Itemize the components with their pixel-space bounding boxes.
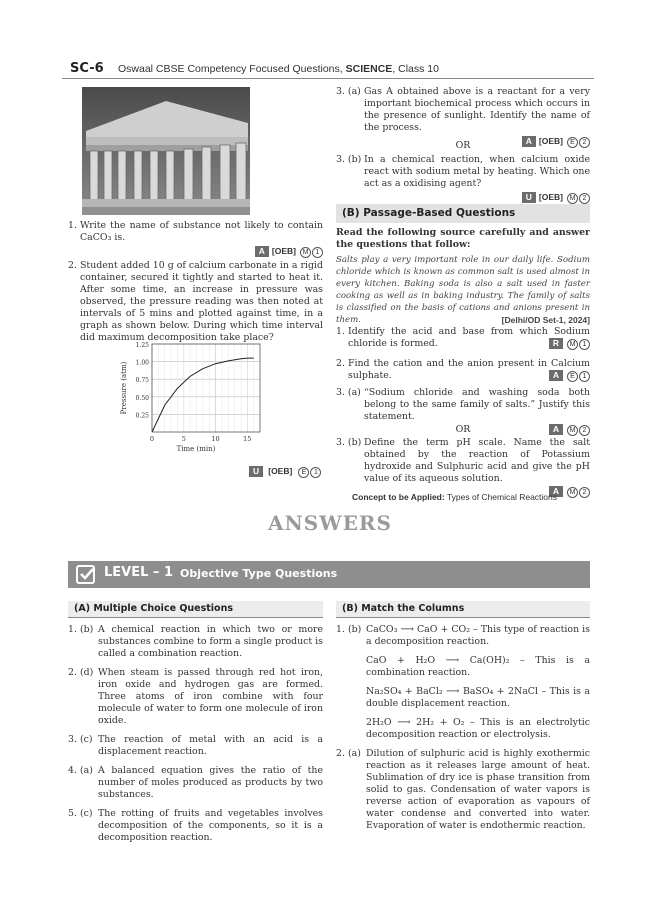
- passage-intro: Read the following source carefully and answer the questions that follow:: [336, 227, 590, 250]
- pressure-time-chart: [118, 338, 266, 458]
- answer-number: 4.: [68, 765, 77, 776]
- answers-heading: ANSWERS: [267, 511, 392, 535]
- answer-number: 2.: [68, 667, 77, 678]
- answer-option: (c): [80, 808, 93, 819]
- difficulty-icon: E: [567, 371, 578, 382]
- question-3b: [336, 154, 590, 204]
- y-tick-label: 0.25: [135, 412, 149, 420]
- difficulty-icon: M: [300, 247, 311, 258]
- level-badge: R: [549, 338, 563, 349]
- answer-item: [336, 717, 590, 741]
- answer-option: (d): [80, 667, 94, 678]
- answer-option: (a): [348, 748, 361, 759]
- question-number: 2.: [336, 358, 345, 369]
- concept-label: Concept to be Applied:: [352, 492, 445, 502]
- answer-explanation: – This type of reaction is a decomposition reaction.: [366, 624, 590, 647]
- question-text: Identify the acid and base from which Sodium chloride is formed.: [348, 326, 590, 349]
- answer-text: [98, 667, 323, 727]
- passage-reference: [Delhi/OD Set-1, 2024]: [501, 315, 590, 325]
- question-text: Find the cation and the anion present in Calcium sulphate.: [348, 358, 590, 381]
- x-axis-label: Time (min): [176, 445, 216, 453]
- question-number: 1.: [336, 326, 345, 337]
- checkbox-icon: [76, 565, 95, 584]
- level-badge: A: [549, 424, 563, 435]
- marks-icon: 1: [312, 247, 323, 258]
- answer-option: (a): [80, 765, 93, 776]
- y-tick-label: 1.00: [135, 359, 149, 367]
- answer-explanation: The reaction of metal with an acid is a displacement reaction.: [98, 734, 323, 757]
- answer-explanation: When steam is passed through red hot iron, iron oxide and hydrogen gas are formed. Three atoms of iron combine with four molecule of water to form one molecule of iron oxide.: [98, 667, 323, 726]
- x-tick-label: 0: [149, 435, 155, 443]
- mcq-answers: [68, 624, 323, 851]
- answer-number: 5.: [68, 808, 77, 819]
- difficulty-icon: E: [567, 137, 578, 148]
- section-b-title: (B) Passage-Based Questions: [342, 207, 516, 219]
- answer-text: [366, 686, 590, 710]
- y-tick-label: 0.50: [135, 394, 149, 402]
- question-1: [68, 220, 323, 258]
- passage-text: [336, 254, 590, 326]
- chemical-equation: CaO + H₂O ⟶ Ca(OH)₂: [366, 655, 510, 666]
- level-label: LEVEL – 1: [104, 565, 173, 580]
- plot-frame: [152, 344, 260, 432]
- concept-value: Types of Chemical Reactions: [444, 492, 558, 502]
- title-prefix: Oswaal CBSE Competency Focused Questions,: [118, 63, 346, 75]
- passage-question-3b: [336, 437, 590, 498]
- answer-item: [68, 808, 323, 844]
- answer-explanation: A chemical reaction in which two or more substances combine to form a single product is called a combination reaction.: [98, 624, 323, 659]
- chemical-equation: Na₂SO₄ + BaCl₂ ⟶ BaSO₄ + 2NaCl: [366, 686, 538, 697]
- answer-text: [98, 734, 323, 758]
- question-text: “Sodium chloride and washing soda both belong to the same family of salts.” Justify this statement.: [364, 387, 590, 422]
- oeb-tag: [OEB]: [271, 246, 297, 256]
- answer-text: [98, 765, 323, 801]
- level-badge: U: [522, 192, 536, 203]
- concept-note: [352, 492, 557, 502]
- question-2: [68, 260, 323, 344]
- or-divider: OR: [455, 424, 471, 435]
- question-number: 3. (a): [336, 387, 361, 398]
- marks-icon: 1: [579, 339, 590, 350]
- question-text: In a chemical reaction, when calcium oxide react with sodium metal by heating. Which one act as a oxidising agent?: [364, 154, 590, 189]
- level-title: Objective Type Questions: [180, 567, 338, 580]
- question-text: Write the name of substance not likely to contain CaCO₃ is.: [80, 220, 323, 243]
- oeb-tag: [OEB]: [538, 192, 564, 202]
- answer-text: [98, 808, 323, 844]
- answer-explanation: The rotting of fruits and vegetables involves decomposition of the components, so it is a decomposition reaction.: [98, 808, 323, 843]
- answer-item: [68, 667, 323, 727]
- passage-question-2: [336, 358, 590, 382]
- mcq-heading: [68, 601, 323, 618]
- question-number: 3. (b): [336, 154, 362, 165]
- question-number: 3. (a): [336, 86, 361, 97]
- question-text: Define the term pH scale. Name the salt obtained by the reaction of Potassium hydroxide and Sulphuric acid and give the pH value of its aqueous solution.: [364, 437, 590, 484]
- answer-explanation: A balanced equation gives the ratio of the number of moles produced as products by two substances.: [98, 765, 323, 800]
- level-badge: A: [255, 246, 269, 257]
- title-subject: SCIENCE: [345, 63, 393, 75]
- page-header: [62, 61, 594, 79]
- chemical-equation: CaCO₃ ⟶ CaO + CO₂: [366, 624, 470, 635]
- answer-text: [366, 748, 590, 832]
- page-code: SC-6: [70, 61, 104, 76]
- difficulty-icon: M: [567, 193, 578, 204]
- answer-option: (b): [80, 624, 94, 635]
- answer-option: (c): [80, 734, 93, 745]
- level-badge: A: [522, 136, 536, 147]
- section-b-heading: [336, 204, 590, 223]
- level-banner: [68, 561, 590, 588]
- difficulty-icon: M: [567, 487, 578, 498]
- match-answers: [336, 624, 590, 839]
- book-title: [118, 63, 439, 75]
- level-badge: A: [549, 486, 563, 497]
- match-title: (B) Match the Columns: [342, 603, 465, 614]
- x-tick-label: 10: [211, 435, 220, 443]
- question-number: 1.: [68, 220, 77, 231]
- title-class: , Class 10: [392, 63, 439, 75]
- question-number: 2.: [68, 260, 77, 271]
- question-tags: [336, 191, 590, 204]
- mcq-title: (A) Multiple Choice Questions: [74, 603, 233, 614]
- answer-item: [336, 686, 590, 710]
- difficulty-icon: M: [567, 425, 578, 436]
- answer-item: [336, 624, 590, 648]
- marks-icon: 2: [579, 487, 590, 498]
- x-tick-label: 15: [243, 435, 252, 443]
- question-2-tags: [249, 459, 321, 478]
- parthenon-image: [82, 87, 250, 215]
- answer-option: (b): [348, 624, 362, 635]
- question-tags: [68, 245, 323, 258]
- answer-item: [68, 734, 323, 758]
- question-number: 3. (b): [336, 437, 362, 448]
- answer-item: [336, 748, 590, 832]
- x-tick-label: 5: [181, 435, 186, 443]
- answer-number: 3.: [68, 734, 77, 745]
- marks-icon: 1: [310, 467, 321, 478]
- question-text: Student added 10 g of calcium carbonate in a rigid container, secured it tightly and started to heat it. After some time, an increase in pressure was observed, the pressure reading was then noted at intervals of 5 mins and plotted against time, in a graph as shown below. During which time interval did maximum decomposition take place?: [80, 260, 323, 343]
- answer-explanation: – This is an electrolytic decomposition reaction or electrolysis.: [366, 717, 590, 740]
- or-divider: OR: [455, 140, 471, 151]
- oeb-tag: [OEB]: [538, 136, 564, 146]
- answer-number: 1.: [336, 624, 345, 635]
- passage-body: Salts play a very important role in our daily life. Sodium chloride which is known as common salt is used almost in every kitchen. Baking soda is also a salt used in faster cooking as well as in baking industry. The family of salts is classified on the basis of cations and anions present in them.: [336, 255, 590, 325]
- answer-number: 1.: [68, 624, 77, 635]
- answer-item: [68, 624, 323, 660]
- question-3a: [336, 86, 590, 148]
- difficulty-icon: E: [298, 467, 309, 478]
- answer-item: [336, 655, 590, 679]
- y-axis-label: Pressure (atm): [120, 361, 128, 415]
- answer-number: 2.: [336, 748, 345, 759]
- marks-icon: 1: [579, 371, 590, 382]
- passage-question-1: [336, 326, 590, 350]
- level-badge: U: [249, 466, 263, 477]
- answer-text: [366, 655, 590, 679]
- answer-text: [366, 717, 590, 741]
- question-text: Gas A obtained above is a reactant for a very important biochemical process which occurs in the presence of sunlight. Identify the name of the process.: [364, 86, 590, 133]
- difficulty-icon: M: [567, 339, 578, 350]
- answer-explanation: – This is a double displacement reaction.: [366, 686, 590, 709]
- chemical-equation: 2H₂O ⟶ 2H₂ + O₂: [366, 717, 465, 728]
- level-badge: A: [549, 370, 563, 381]
- match-heading: [336, 601, 590, 618]
- answer-item: [68, 765, 323, 801]
- marks-icon: 2: [579, 193, 590, 204]
- oeb-tag: [OEB]: [268, 466, 293, 476]
- marks-icon: 2: [579, 137, 590, 148]
- y-tick-label: 1.25: [135, 342, 149, 349]
- answer-text: [366, 624, 590, 648]
- answer-text: [98, 624, 323, 660]
- y-tick-label: 0.75: [135, 377, 149, 385]
- marks-icon: 2: [579, 425, 590, 436]
- answer-explanation: – This is a combination reaction.: [366, 655, 590, 678]
- answer-explanation: Dilution of sulphuric acid is highly exothermic reaction as it releases large amount of heat. Sublimation of dry ice is phase transition from solid to gas. Condensation of water vapors is reverse action of evaporation as vapours of water condense and converted into water. Evaporation of water is endothermic reaction.: [366, 748, 590, 831]
